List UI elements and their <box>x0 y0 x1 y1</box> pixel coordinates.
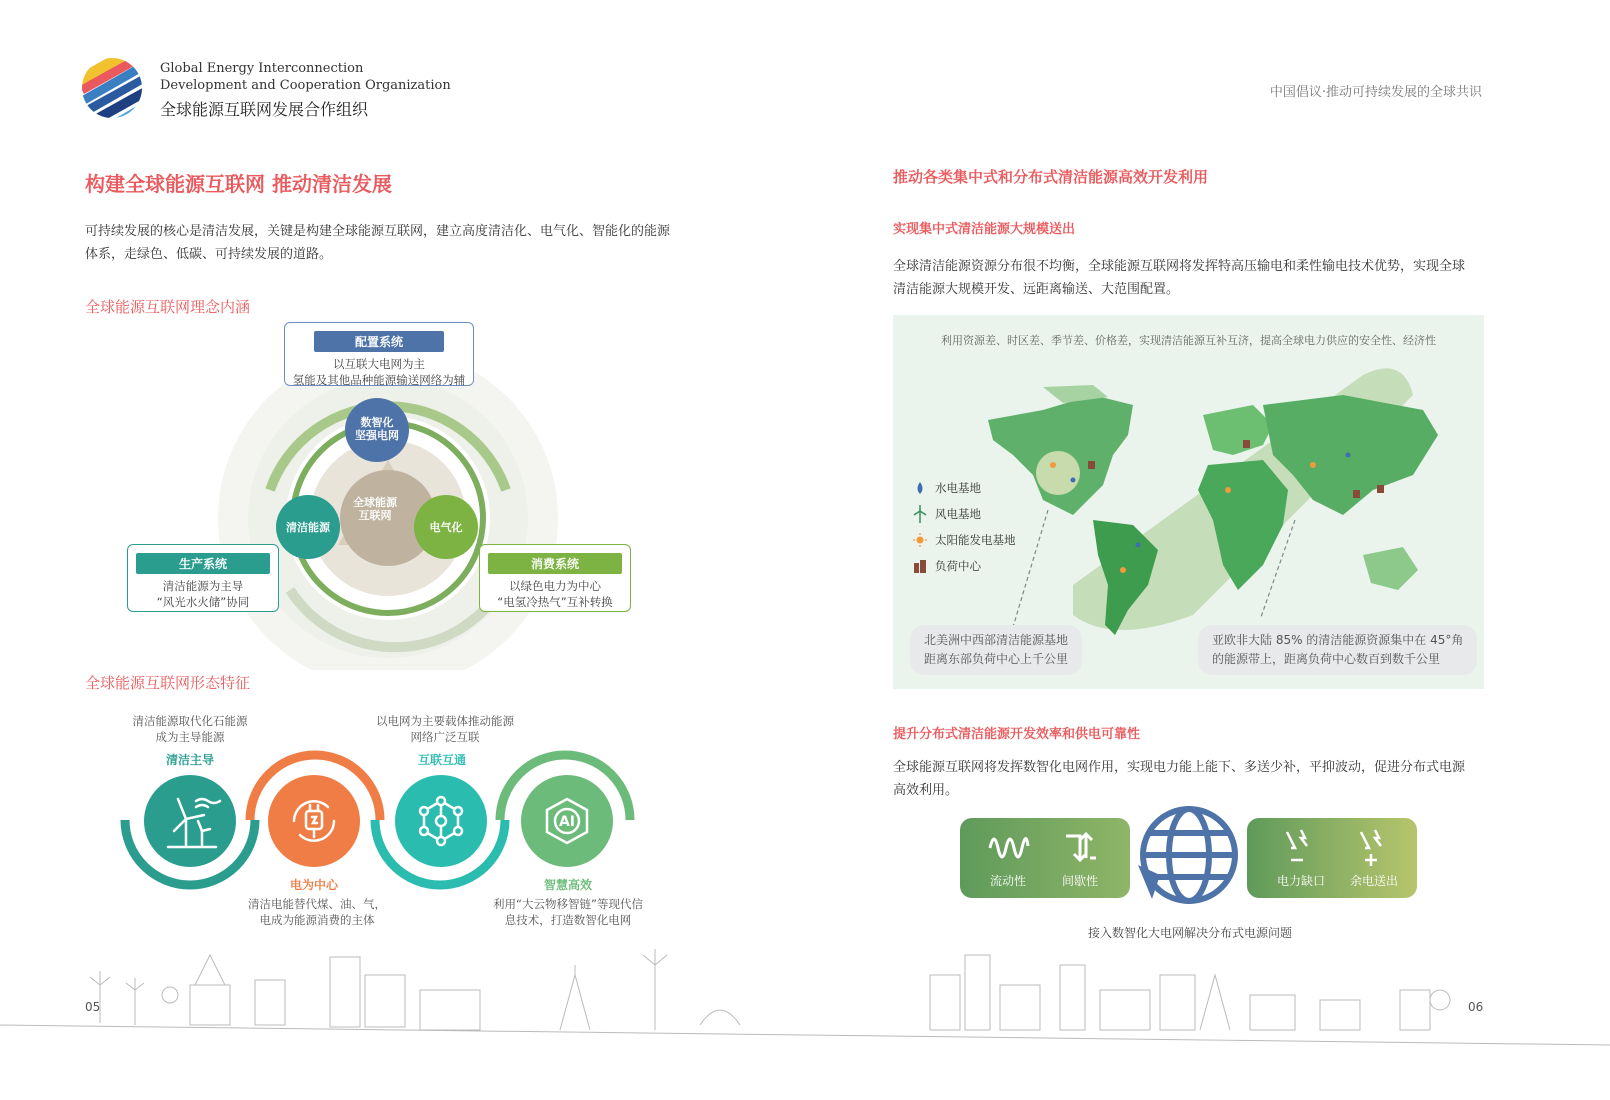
page-number-left: 05 <box>85 1000 101 1014</box>
intro-line: 可持续发展的核心是清洁发展，关键是构建全球能源互联网，建立高度清洁化、电气化、智能化的能源 <box>85 224 671 239</box>
feature-electric-circle <box>268 775 360 867</box>
config-system-title: 配置系统 <box>314 331 444 352</box>
feature-clean-circle <box>144 775 236 867</box>
feature-clean-label: 清洁主导 <box>165 753 214 767</box>
logo-english-line2: Development and Cooperation Organization <box>160 78 451 93</box>
consumption-desc-line: “电氢冷热气”互补转换 <box>497 595 613 609</box>
clean-energy-label: 清洁能源 <box>286 521 330 534</box>
world-map-panel <box>893 315 1484 689</box>
electric-plug-icon <box>268 775 360 867</box>
svg-text:AI: AI <box>558 814 576 830</box>
feature-smart-label: 智慧高效 <box>543 878 592 892</box>
smart-grid-globe-icon <box>1130 803 1248 913</box>
fluctuation-wave-icon <box>988 828 1030 866</box>
sub2-line: 全球能源互联网将发挥数智化电网作用，实现电力能上能下、多送少补，平抑波动，促进分布式电源 <box>893 760 1466 775</box>
production-desc-line: “风光水火储”协同 <box>156 595 250 609</box>
config-desc-line: 氢能及其他品种能源输送网络为辅 <box>292 373 466 387</box>
feature-interconnect-circle <box>395 775 487 867</box>
wind-turbine-icon <box>144 775 236 867</box>
smart-grid-label <box>345 416 409 442</box>
subsection1-heading: 实现集中式清洁能源大规模送出 <box>893 222 1076 237</box>
legend-item <box>913 501 1016 527</box>
legend-label: 太阳能发电基地 <box>935 533 1016 547</box>
left-intro <box>85 220 725 266</box>
intro-line: 体系，走绿色、低碳、可持续发展的道路。 <box>85 247 333 262</box>
feature-electric-desc <box>232 896 402 928</box>
left-page-title: 构建全球能源互联网 推动清洁发展 <box>85 172 392 196</box>
feature-desc-line: 利用“大云物移智链”等现代信 <box>493 897 643 911</box>
logo-chinese: 全球能源互联网发展合作组织 <box>160 100 369 119</box>
consumption-system-title: 消费系统 <box>488 553 622 574</box>
consumption-system-desc <box>480 578 630 610</box>
production-system-desc <box>128 578 278 610</box>
feature-desc-line: 成为主导能源 <box>155 730 225 744</box>
note-line: 亚欧非大陆 85% 的清洁能源资源集中在 45°角 <box>1212 633 1464 647</box>
subsection1-text <box>893 255 1493 301</box>
note-line: 的能源带上，距离负荷中心数百到数千公里 <box>1212 652 1441 666</box>
core-label-line1: 全球能源 <box>353 496 397 509</box>
legend-label: 负荷中心 <box>935 559 981 573</box>
building-icon <box>913 559 927 573</box>
feature-desc-line: 以电网为主要载体推动能源 <box>376 714 514 728</box>
feature-clean-desc <box>110 713 270 745</box>
map-caption: 利用资源差、时区差、季节差、价格差，实现清洁能源互补互济，提高全球电力供应的安全性、经济性 <box>941 334 1436 347</box>
feature-electric-label: 电为中心 <box>289 878 338 892</box>
feature-desc-line: 电成为能源消费的主体 <box>259 913 375 927</box>
production-desc-line: 清洁能源为主导 <box>162 579 244 593</box>
feature-desc-line: 息技术，打造数智化电网 <box>504 913 632 927</box>
logo-english-line1: Global Energy Interconnection <box>160 61 364 76</box>
feature-desc-line: 清洁能源取代化石能源 <box>132 714 248 728</box>
sub2-line: 高效利用。 <box>893 783 959 798</box>
consumption-system-box <box>479 544 631 612</box>
legend-item <box>913 475 1016 501</box>
feature-interconnect-desc <box>360 713 530 745</box>
map-note-north-america <box>910 625 1082 675</box>
network-icon <box>395 775 487 867</box>
mobility-label: 流动性 <box>989 874 1026 888</box>
smart-grid-line1: 数智化 <box>360 416 394 429</box>
legend-item <box>913 527 1016 553</box>
legend-item <box>913 553 1016 579</box>
legend-label: 风电基地 <box>935 507 981 521</box>
concept-heading: 全球能源互联网理念内涵 <box>85 298 251 316</box>
page-number-right: 06 <box>1468 1000 1484 1014</box>
intermittent-icon <box>1060 828 1100 866</box>
production-system-box <box>127 544 279 612</box>
core-label <box>345 496 405 522</box>
note-line: 距离东部负荷中心上千公里 <box>924 652 1069 666</box>
legend-label: 水电基地 <box>935 481 981 495</box>
surplus-power-icon <box>1355 826 1391 866</box>
core-label-line2: 互联网 <box>358 509 392 522</box>
power-gap-label: 电力缺口 <box>1276 874 1325 888</box>
features-heading: 全球能源互联网形态特征 <box>85 674 251 692</box>
feature-smart-desc <box>478 896 658 928</box>
feature-smart-circle <box>521 775 613 867</box>
sun-icon <box>913 533 927 547</box>
city-skyline-illustration <box>0 945 1610 1100</box>
dashed-pointer-left <box>1013 510 1048 627</box>
consumption-desc-line: 以绿色电力为中心 <box>509 579 601 593</box>
distributed-solutions-panel <box>1247 818 1417 898</box>
note-line: 北美洲中西部清洁能源基地 <box>924 633 1069 647</box>
smart-grid-line2: 坚强电网 <box>355 429 399 442</box>
map-legend <box>913 475 1016 579</box>
production-system-title: 生产系统 <box>136 553 270 574</box>
header-section-title: 中国倡议·推动可持续发展的全球共识 <box>1269 85 1482 100</box>
config-system-desc <box>285 356 473 388</box>
subsection2-heading: 提升分布式清洁能源开发效率和供电可靠性 <box>893 727 1141 742</box>
electrification-label: 电气化 <box>429 521 463 534</box>
config-system-box <box>284 322 474 386</box>
map-note-eurasia-africa <box>1198 625 1477 675</box>
europe <box>1203 405 1273 455</box>
intermittency-label: 间歇性 <box>1061 874 1098 888</box>
feature-desc-line: 网络广泛互联 <box>410 730 480 744</box>
sub1-line: 清洁能源大规模开发、远距离输送、大范围配置。 <box>893 282 1180 297</box>
wind-turbine-icon <box>913 505 927 523</box>
subsection2-text <box>893 756 1493 802</box>
config-desc-line: 以互联大电网为主 <box>333 357 425 371</box>
surplus-label: 余电送出 <box>1349 874 1398 888</box>
water-drop-icon <box>913 481 927 495</box>
right-page-title: 推动各类集中式和分布式清洁能源高效开发利用 <box>893 168 1209 186</box>
power-shortage-icon <box>1281 826 1317 866</box>
distributed-problems-panel <box>960 818 1130 898</box>
australia <box>1363 547 1418 590</box>
globe-logo-icon <box>80 56 144 120</box>
feature-desc-line: 清洁电能替代煤、油、气， <box>248 897 386 911</box>
diagram-caption: 接入数智化大电网解决分布式电源问题 <box>1087 926 1292 940</box>
ai-chip-icon <box>521 775 613 867</box>
sub1-line: 全球清洁能源资源分布很不均衡，全球能源互联网将发挥特高压输电和柔性输电技术优势，实现全球 <box>893 259 1466 274</box>
north-america-base <box>1036 451 1080 495</box>
feature-interconnect-label: 互联互通 <box>417 753 466 767</box>
organization-logo <box>80 56 144 120</box>
